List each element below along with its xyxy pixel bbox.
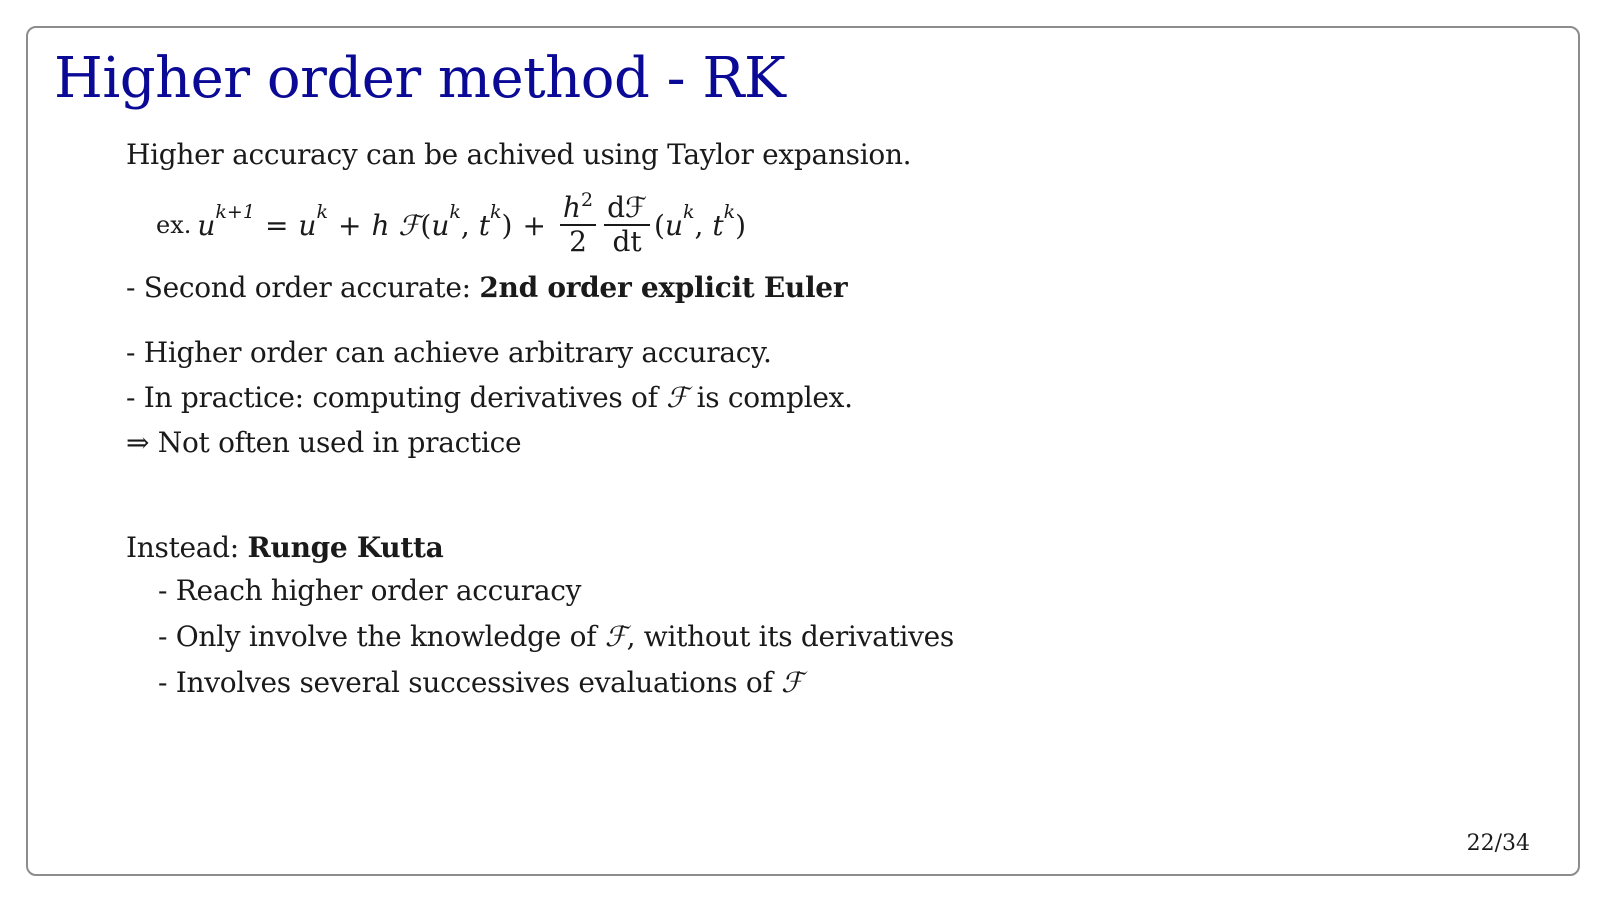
eq-paren-close-1: ) [501, 208, 513, 242]
rk-item-3-F: ℱ [781, 666, 803, 699]
eq-t-arg-1: t [478, 208, 490, 242]
eq-equals: = [264, 208, 289, 242]
instead-prefix: Instead: [126, 531, 248, 564]
eq-plus-1: + [337, 208, 362, 242]
implies-arrow-icon: ⇒ [126, 426, 150, 459]
eq-comma-1: , [460, 208, 470, 242]
rk-item-3-prefix: - Involves several successives evaluations of [158, 666, 782, 699]
rk-item-1 [158, 574, 581, 608]
eq-h: h [371, 208, 390, 242]
eq-sup-k-3: k [490, 201, 502, 223]
eq-frac-h: h [562, 190, 581, 224]
taylor-equation [156, 180, 746, 270]
eq-frac-den-2: 2 [569, 225, 587, 258]
eq-sup-k-4: k [682, 201, 695, 223]
in-practice-F: ℱ [666, 381, 688, 414]
eq-plus-2: + [522, 208, 546, 242]
slide-title: Higher order method - RK [54, 46, 786, 111]
rk-item-1-prefix: - Reach higher order accuracy [158, 574, 582, 607]
eq-u-arg-1: u [431, 208, 450, 242]
eq-frac-num-h2 [560, 188, 596, 226]
second-order-bold: 2nd order explicit Euler [479, 271, 848, 304]
eq-t-arg-2: t [712, 208, 724, 242]
eq-sup-k-1: k [316, 201, 328, 223]
eq-frac-den-dt: dt [612, 225, 642, 258]
in-practice-prefix: - In practice: computing derivatives of [126, 381, 667, 414]
eq-u-arg-2: u [664, 208, 683, 242]
in-practice-line [126, 381, 853, 415]
instead-line [126, 531, 443, 565]
equation-prefix: ex. [156, 211, 192, 239]
rk-item-2-suffix: , without its derivatives [626, 620, 954, 653]
instead-bold: Runge Kutta [247, 531, 444, 564]
not-often-text: Not often used in practice [149, 426, 522, 459]
eq-sup-k-plus-1: k+1 [215, 201, 255, 223]
in-practice-suffix: is complex. [688, 381, 853, 414]
eq-paren-open-1: ( [420, 208, 432, 242]
rk-item-2-F: ℱ [604, 620, 627, 653]
second-order-prefix: - Second order accurate: [126, 271, 480, 304]
eq-u-lhs: u [197, 208, 216, 242]
rk-item-3 [158, 666, 803, 700]
second-order-line [126, 271, 847, 305]
eq-paren-open-2: ( [654, 208, 665, 242]
eq-fraction-h2-over-2 [560, 188, 596, 258]
eq-sup-k-5: k [723, 201, 736, 223]
rk-item-2 [158, 620, 954, 654]
slide-frame [26, 26, 1580, 876]
rk-item-2-prefix: - Only involve the knowledge of [158, 620, 605, 653]
eq-frac-sup-2: 2 [580, 188, 594, 211]
eq-fraction-dF-over-dt [604, 192, 650, 258]
eq-u-rhs: u [298, 208, 317, 242]
eq-frac-num-dF: dℱ [604, 192, 650, 226]
eq-paren-close-2: ) [735, 208, 747, 242]
not-often-line [126, 426, 521, 460]
eq-comma-2: , [694, 208, 704, 242]
eq-F-1: ℱ [398, 208, 421, 242]
higher-order-line: - Higher order can achieve arbitrary accuracy. [126, 336, 772, 369]
page-number: 22/34 [1466, 831, 1530, 856]
intro-text: Higher accuracy can be achived using Taylor expansion. [126, 138, 912, 171]
eq-sup-k-2: k [449, 201, 461, 223]
